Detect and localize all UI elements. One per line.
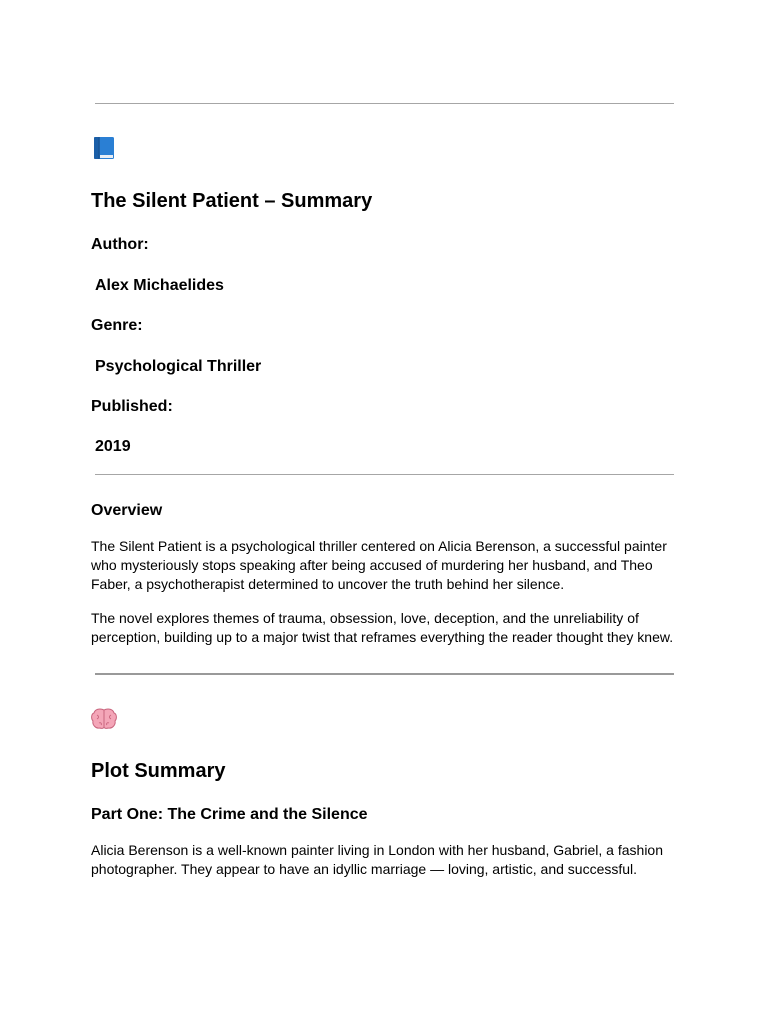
top-divider <box>95 103 674 104</box>
section-divider <box>95 673 674 675</box>
author-value: Alex Michaelides <box>95 277 224 294</box>
plot-summary-heading: Plot Summary <box>91 760 226 782</box>
meta-divider <box>95 474 674 475</box>
overview-heading: Overview <box>91 502 163 519</box>
genre-label: Genre: <box>91 317 143 334</box>
author-label: Author: <box>91 236 149 253</box>
overview-paragraph-1: The Silent Patient is a psychological thriller centered on Alicia Berenson, a successful painter who mysteriously stops speaking after being accused of murdering her husband, and Theo Faber, a psychotherapist determined to uncover the truth behind her silence. <box>91 538 667 592</box>
brain-icon <box>91 708 117 730</box>
published-label: Published: <box>91 398 173 415</box>
part-one-heading: Part One: The Crime and the Silence <box>91 806 368 823</box>
page-title: The Silent Patient – Summary <box>91 190 373 212</box>
genre-value: Psychological Thriller <box>95 358 262 375</box>
part-one-paragraph: Alicia Berenson is a well-known painter living in London with her husband, Gabriel, a fashion photographer. They appear to have an idyllic marriage — loving, artistic, and successful. <box>91 842 663 877</box>
book-icon <box>92 136 116 160</box>
published-value: 2019 <box>95 438 131 455</box>
overview-paragraph-2: The novel explores themes of trauma, obsession, love, deception, and the unreliability of perception, building up to a major twist that reframes everything the reader thought they knew. <box>91 610 674 645</box>
